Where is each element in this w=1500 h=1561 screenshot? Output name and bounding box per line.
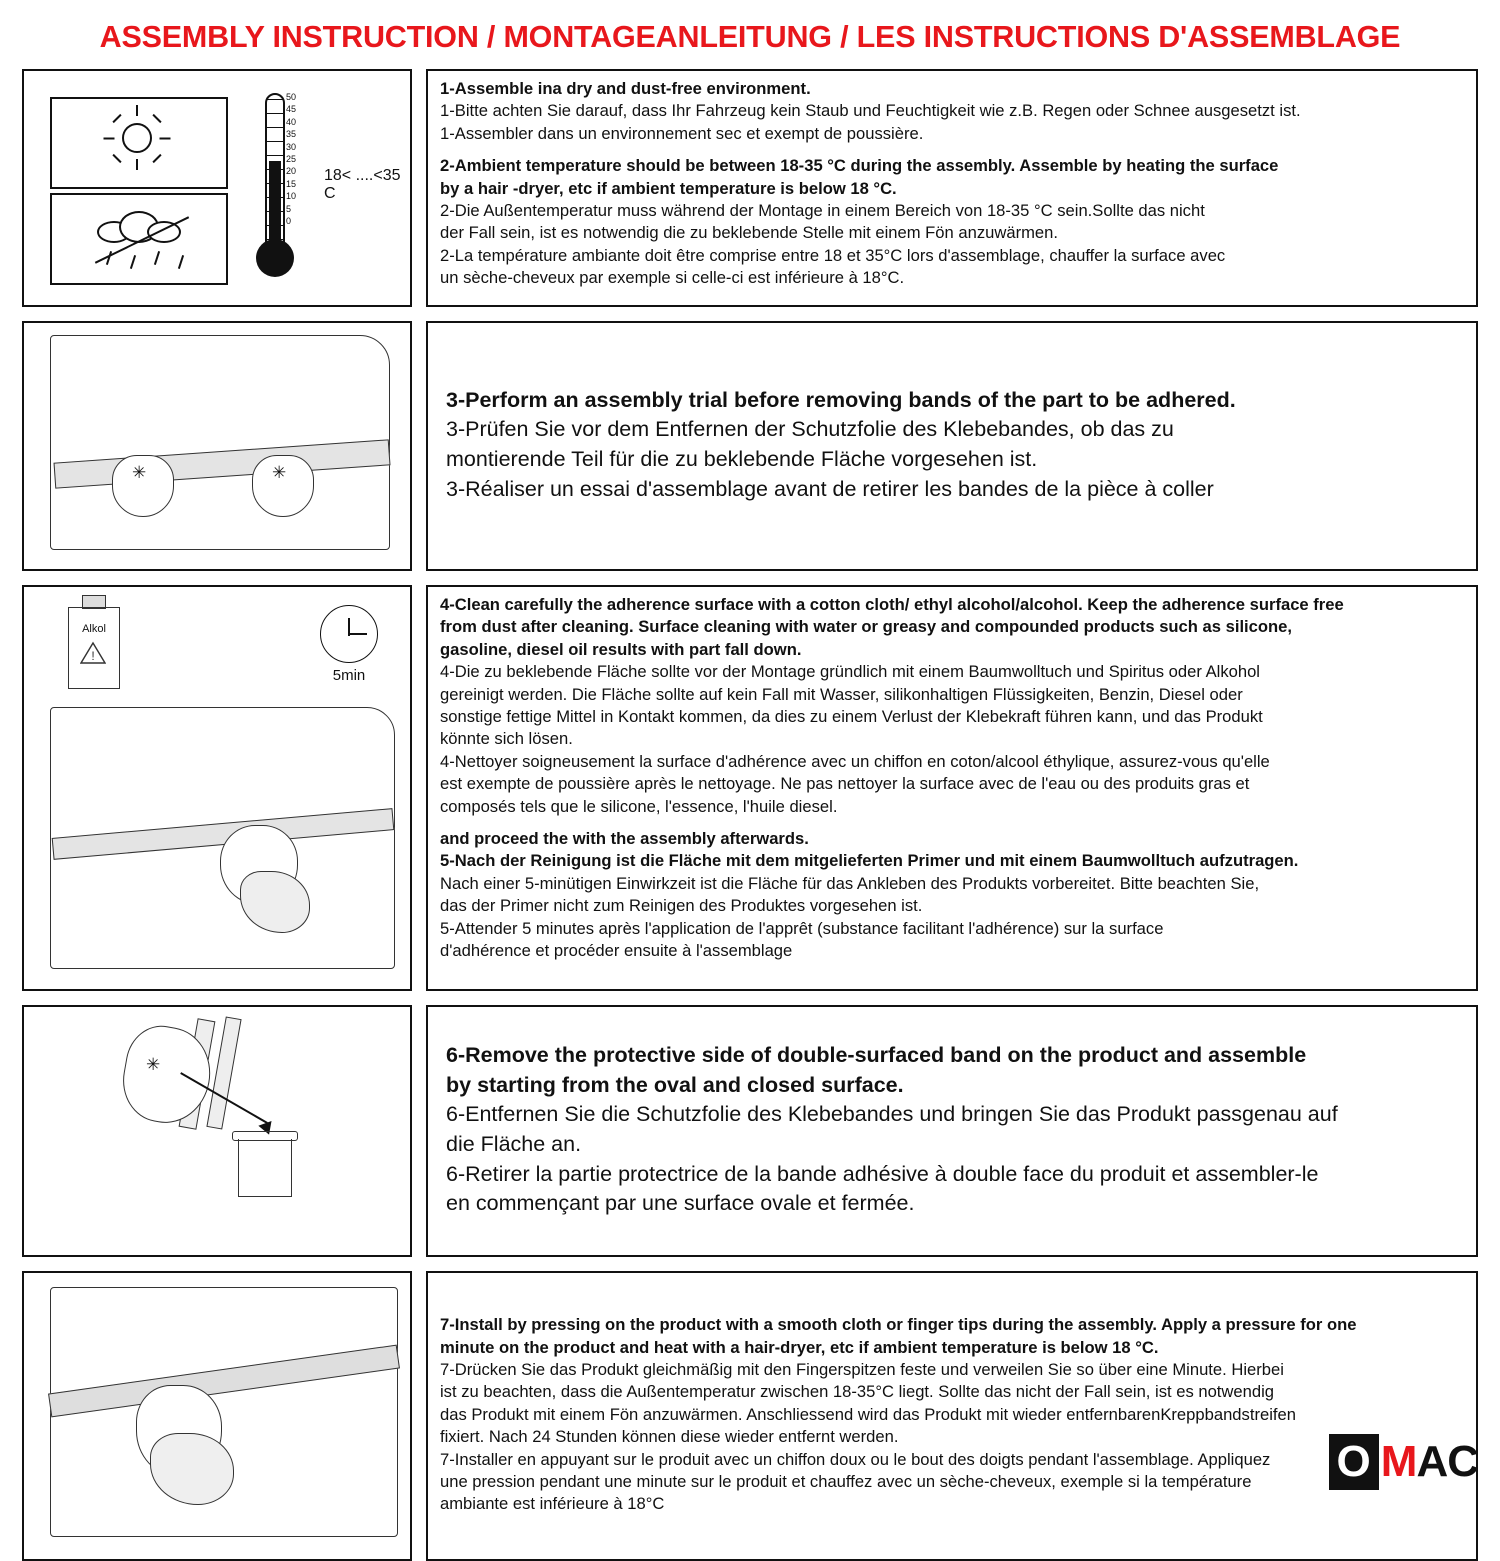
sun-panel bbox=[50, 97, 228, 189]
step-line: 2-La température ambiante doit être comprise entre 18 et 35°C lors d'assemblage, chauffer la surface avec bbox=[440, 245, 1226, 265]
tick-label: 10 bbox=[286, 191, 297, 202]
step-1-2-text bbox=[426, 69, 1478, 307]
step-line: un sèche-cheveux par exemple si celle-ci est inférieure à 18°C. bbox=[440, 268, 905, 288]
step-line: 1-Bitte achten Sie darauf, dass Ihr Fahrzeug kein Staub und Feuchtigkeit wie z.B. Regen oder Schnee ausgesetzt ist. bbox=[440, 101, 1301, 121]
step-line: minute on the product and heat with a hair-dryer, etc if ambient temperature is below 18 °C. bbox=[440, 1337, 1159, 1357]
step-line: 5-Nach der Reinigung ist die Fläche mit dem mitgelieferten Primer und mit einem Baumwolltuch aufzutragen. bbox=[440, 851, 1299, 871]
step-line: 1-Assemble ina dry and dust-free environment. bbox=[440, 79, 811, 98]
step-line: könnte sich lösen. bbox=[440, 729, 573, 749]
trash-bin-icon bbox=[238, 1139, 292, 1197]
step-line: 7-Install by pressing on the product with a smooth cloth or finger tips during the assembly. Apply a pressure for one bbox=[440, 1315, 1357, 1335]
omac-logo bbox=[1329, 1434, 1478, 1490]
tick-label: 25 bbox=[286, 154, 297, 165]
thermometer-scale bbox=[286, 91, 296, 227]
step-line: 2-Ambient temperature should be between 18-35 °C during the assembly. Assemble by heating the surface bbox=[440, 156, 1279, 176]
illustration-press-product bbox=[22, 1271, 412, 1561]
step-line: est exempte de poussière après le nettoyage. Ne pas nettoyer la surface avec de l'eau ou des produits gras et bbox=[440, 774, 1250, 794]
step-row-5 bbox=[22, 1271, 1478, 1561]
step-row-3 bbox=[22, 585, 1478, 991]
tick-label: 40 bbox=[286, 116, 297, 127]
step-line: 6-Entfernen Sie die Schutzfolie des Klebebandes und bringen Sie das Produkt passgenau auf bbox=[446, 1102, 1338, 1127]
illustration-clean-surface bbox=[22, 585, 412, 991]
step-line: 4-Die zu beklebende Fläche sollte vor der Montage gründlich mit einem Baumwolltuch und Spiritus oder Alkohol bbox=[440, 662, 1260, 682]
page-title: ASSEMBLY INSTRUCTION / MONTAGEANLEITUNG / LES INSTRUCTIONS D'ASSEMBLAGE bbox=[99, 20, 1401, 54]
step-line: fixiert. Nach 24 Stunden können diese wieder entfernt werden. bbox=[440, 1427, 899, 1447]
step-line: das der Primer nicht zum Reinigen des Produktes vorgesehen ist. bbox=[440, 896, 923, 916]
step-line: en commençant par une surface ovale et fermée. bbox=[446, 1191, 915, 1216]
step-line: 7-Installer en appuyant sur le produit avec un chiffon doux ou le bout des doigts pendant l'assemblage. Appliquez bbox=[440, 1449, 1271, 1469]
svg-text:!: ! bbox=[91, 649, 95, 663]
warning-triangle-icon bbox=[80, 641, 106, 665]
step-line: by a hair -dryer, etc if ambient temperature is below 18 °C. bbox=[440, 178, 897, 198]
step-line: d'adhérence et procéder ensuite à l'assemblage bbox=[440, 941, 793, 961]
step-row-2 bbox=[22, 321, 1478, 571]
step-line: 3-Réaliser un essai d'assemblage avant de retirer les bandes de la pièce à coller bbox=[446, 476, 1214, 501]
logo-letter-m: M bbox=[1380, 1437, 1417, 1486]
illustration-environment-temperature bbox=[22, 69, 412, 307]
tick-label: 5 bbox=[286, 203, 292, 214]
thermometer-icon bbox=[252, 91, 298, 289]
step-line: ist zu beachten, dass die Außentemperatur zwischen 18-35°C liegt. Sollte das nicht der Fall sein, ist es notwendig bbox=[440, 1382, 1275, 1402]
logo-letters-ac: AC bbox=[1416, 1437, 1478, 1486]
tick-label: 15 bbox=[286, 178, 297, 189]
sun-icon bbox=[122, 123, 152, 153]
step-line: and proceed the with the assembly afterwards. bbox=[440, 829, 809, 849]
no-rain-panel bbox=[50, 193, 228, 285]
step-line: from dust after cleaning. Surface cleaning with water or greasy and compounded products such as silicone, bbox=[440, 617, 1293, 637]
steps-container bbox=[22, 69, 1478, 1561]
tick-label: 30 bbox=[286, 141, 297, 152]
step-line: 6-Retirer la partie protectrice de la bande adhésive à double face du produit et assembler-le bbox=[446, 1161, 1319, 1186]
step-line: 3-Perform an assembly trial before removing bands of the part to be adhered. bbox=[446, 387, 1236, 412]
step-row-4 bbox=[22, 1005, 1478, 1257]
tick-label: 35 bbox=[286, 129, 297, 140]
step-line: das Produkt mit einem Fön anzuwärmen. Anschliessend wird das Produkt mit wieder entfernbarenKreppbandstreifen bbox=[440, 1404, 1296, 1424]
clock-label: 5min bbox=[332, 667, 366, 684]
illustration-remove-liner: ✳ bbox=[22, 1005, 412, 1257]
tick-label: 0 bbox=[286, 216, 292, 227]
step-line: 1-Assembler dans un environnement sec et exempt de poussière. bbox=[440, 123, 924, 143]
step-4-5-text bbox=[426, 585, 1478, 991]
step-line: der Fall sein, ist es notwendig die zu beklebende Stelle mit einem Fön anzuwärmen. bbox=[440, 223, 1058, 243]
step-line: composés tels que le silicone, l'essence, l'huile diesel. bbox=[440, 796, 838, 816]
step-line: gereinigt werden. Die Fläche sollte auf kein Fall mit Wasser, silikonhaltigen Flüssigkeiten, Benzin, Diesel oder bbox=[440, 684, 1243, 704]
step-line: 3-Prüfen Sie vor dem Entfernen der Schutzfolie des Klebebandes, ob das zu bbox=[446, 417, 1174, 442]
step-line: 7-Drücken Sie das Produkt gleichmäßig mit den Fingerspitzen feste und verweilen Sie so über eine Minute. Hierbei bbox=[440, 1359, 1284, 1379]
step-line: 4-Nettoyer soigneusement la surface d'adhérence avec un chiffon en coton/alcool éthylique, assurez-vous qu'elle bbox=[440, 751, 1270, 771]
step-line: by starting from the oval and closed surface. bbox=[446, 1072, 904, 1097]
temperature-range-label: 18< ....<35 C bbox=[324, 167, 401, 202]
tick-label: 45 bbox=[286, 104, 297, 115]
step-line: montierende Teil für die zu beklebende Fläche vorgesehen ist. bbox=[446, 447, 1038, 471]
step-line: 5-Attender 5 minutes après l'application de l'apprêt (substance facilitant l'adhérence) sur la surface bbox=[440, 918, 1164, 938]
step-row-1 bbox=[22, 69, 1478, 307]
step-line: sonstige fettige Mittel in Kontakt kommen, da dies zu einem Verlust der Klebekraft führen kann, und das Produkt bbox=[440, 707, 1263, 727]
clock-icon bbox=[320, 605, 378, 663]
step-line: une pression pendant une minute sur le produit et chauffez avec un sèche-cheveux, exemple si la température bbox=[440, 1472, 1252, 1492]
step-line: Nach einer 5-minütigen Einwirkzeit ist die Fläche für das Ankleben des Produkts vorbereitet. Bitte beachten Sie, bbox=[440, 873, 1260, 893]
alcohol-bottle-label: Alkol bbox=[82, 623, 106, 635]
tick-label: 50 bbox=[286, 92, 297, 102]
step-7-text bbox=[426, 1271, 1478, 1561]
step-line: ambiante est inférieure à 18°C bbox=[440, 1494, 665, 1514]
step-line: gasoline, diesel oil results with part fall down. bbox=[440, 639, 802, 659]
step-line: 2-Die Außentemperatur muss während der Montage in einem Bereich von 18-35 °C sein.Sollte das nicht bbox=[440, 201, 1205, 221]
logo-letter-o: O bbox=[1329, 1434, 1379, 1490]
step-3-text bbox=[426, 321, 1478, 571]
step-line: 4-Clean carefully the adherence surface with a cotton cloth/ ethyl alcohol/alcohol. Keep the adherence surface free bbox=[440, 595, 1344, 614]
step-line: 6-Remove the protective side of double-surfaced band on the product and assemble bbox=[446, 1043, 1307, 1068]
step-line: die Fläche an. bbox=[446, 1132, 582, 1156]
step-6-text bbox=[426, 1005, 1478, 1257]
illustration-trial-fit: ✳ ✳ bbox=[22, 321, 412, 571]
tick-label: 20 bbox=[286, 166, 297, 177]
